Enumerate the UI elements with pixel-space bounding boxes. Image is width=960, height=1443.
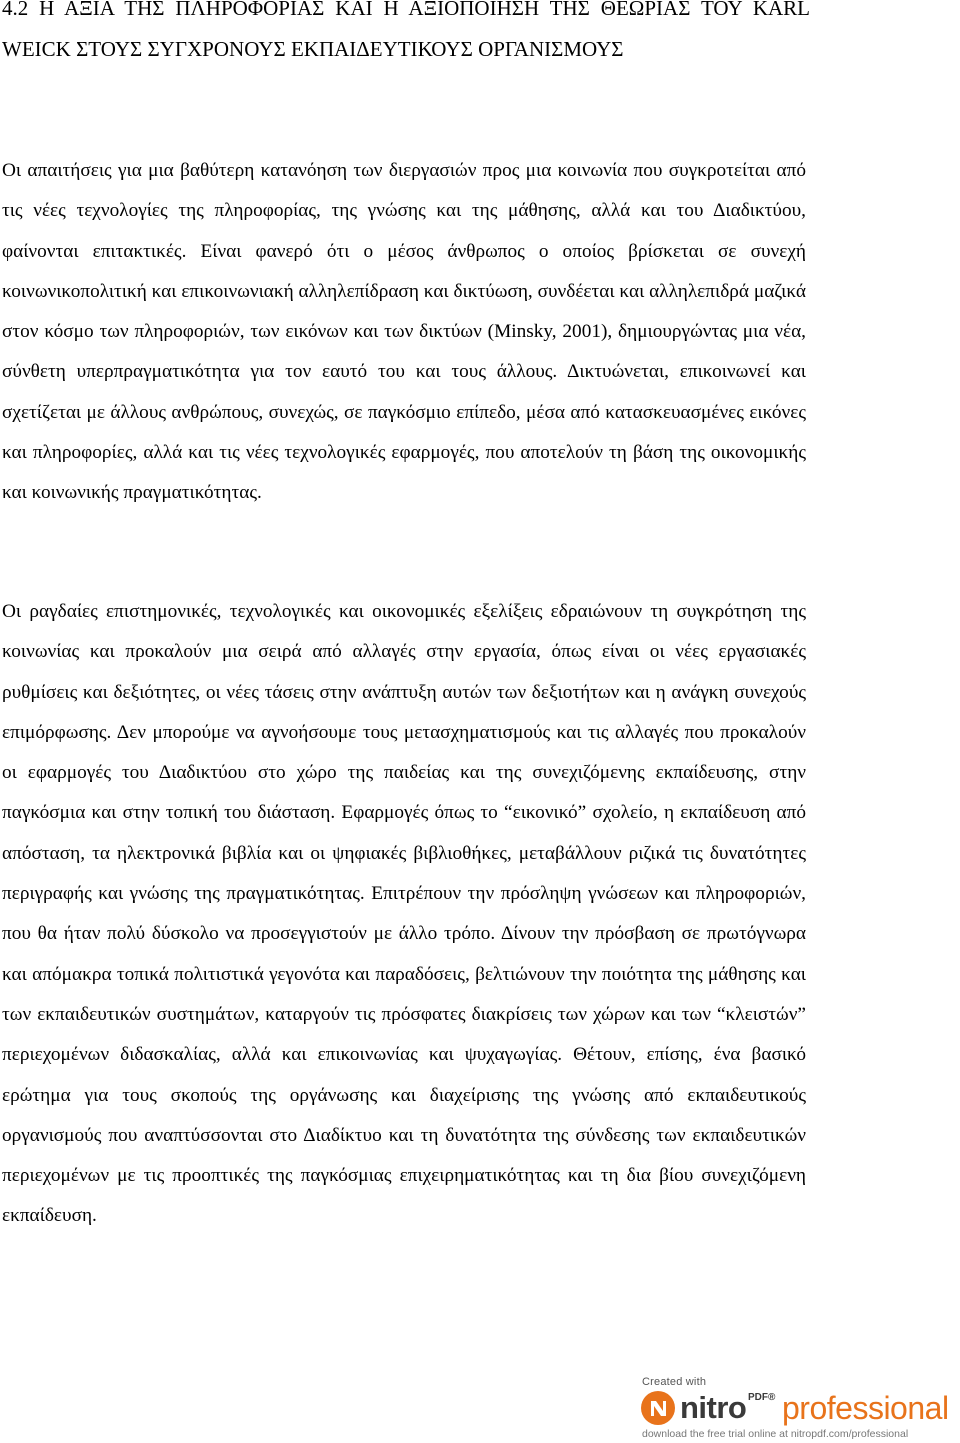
nitro-pdf-watermark xyxy=(640,1376,958,1442)
watermark-created-with: Created with xyxy=(642,1376,707,1388)
paragraph-1: Οι απαιτήσεις για μια βαθύτερη κατανόηση των διεργασιών προς μια κοινωνία που συγκροτείται από τις νέες τεχνολογίες της πληροφορίας, της γνώσης και της μάθησης, αλλά και του Διαδικτύου, φαίνονται επιτακτικές. Είναι φανερό ότι ο μέσος άνθρωπος ο οποίος βρίσκεται σε συνεχή κοινωνικοπολιτική και επικοινωνιακή αλληλεπίδραση και δικτύωση, συνδέεται και αλληλεπιδρά μαζικά στον κόσμο των πληροφοριών, των εικόνων και των δικτύων (Minsky, 2001), δημιουργώντας μια νέα, σύνθετη υπερπραγματικότητα για τον εαυτό του και τους άλλους. Δικτυώνεται, επικοινωνεί και σχετίζεται με άλλους ανθρώπους, συνεχώς, σε παγκόσμιο επίπεδο, μέσα από κατασκευασμένες εικόνες και πληροφορίες, αλλά και τις νέες τεχνολογικές εφαρμογές, που αποτελούν τη βάση της οικονομικής και κοινωνικής πραγματικότητας. xyxy=(2,160,806,504)
watermark-download-text: download the free trial online at nitropdf.com/professional xyxy=(642,1428,909,1440)
section-heading: 4.2 Η ΑΞΙΑ ΤΗΣ ΠΛΗΡΟΦΟΡΙΑΣ ΚΑΙ Η ΑΞΙΟΠΟΙΗΣΗ ΤΗΣ ΘΕΩΡΙΑΣ ΤΟΥ KARL WEICK ΣΤΟΥΣ ΣΥΓΧΡΟΝΟΥΣ ΕΚΠΑΙΔΕΥΤΙΚΟΥΣ ΟΡΓΑΝΙΣΜΟΥΣ xyxy=(2,0,810,61)
watermark-brand-nitro: nitro xyxy=(680,1390,747,1425)
watermark-brand-pdf: PDF® xyxy=(748,1392,776,1403)
nitro-logo-icon xyxy=(640,1390,676,1426)
paragraph-2: Οι ραγδαίες επιστημονικές, τεχνολογικές και οικονομικές εξελίξεις εδραιώνουν τη συγκρότηση της κοινωνίας και προκαλούν μια σειρά από αλλαγές στην εργασία, όπως είναι οι νέες εργασιακές ρυθμίσεις και δεξιότητες, οι νέες τάσεις στην ανάπτυξη αυτών των δεξιοτήτων και η ανάγκη συνεχούς επιμόρφωσης. Δεν μπορούμε να αγνοήσουμε τους μετασχηματισμούς και τις αλλαγές που προκαλούν οι εφαρμογές του Διαδικτύου στο χώρο της παιδείας και της συνεχιζόμενης εκπαίδευσης, στην παγκόσμια και στην τοπική του διάσταση. Εφαρμογές όπως το “εικονικό” σχολείο, η εκπαίδευση από απόσταση, τα ηλεκτρονικά βιβλία και οι ψηφιακές βιβλιοθήκες, μεταβάλλουν ριζικά τις δυνατότητες περιγραφής και γνώσης της πραγματικότητας. Επιτρέπουν την πρόσληψη γνώσεων και πληροφοριών, που θα ήταν πολύ δύσκολο να προσεγγιστούν με άλλο τρόπο. Δίνουν την πρόσβαση σε πρωτόγνωρα και απόμακρα τοπικά πολιτιστικά γεγονότα και παραδόσεις, βελτιώνουν την ποιότητα της μάθησης και των εκπαιδευτικών συστημάτων, καταργούν τις πρόσφατες διακρίσεις των χώρων και των “κλειστών” περιεχομένων διδασκαλίας, αλλά και επικοινωνίας και ψυχαγωγίας. Θέτουν, επίσης, ένα βασικό ερώτημα για τους σκοπούς της οργάνωσης και διαχείρισης της γνώσης από εκπαιδευτικούς οργανισμούς που αναπτύσσονται στο Διαδίκτυο και τη δυνατότητα της σύνδεσης των εκπαιδευτικών περιεχομένων με τις προοπτικές της παγκόσμιας επιχειρηματικότητας και τη δια βίου συνεχιζόμενη εκπαίδευση. xyxy=(2,601,806,1227)
watermark-brand-professional: professional xyxy=(782,1390,949,1426)
nitro-logo xyxy=(640,1390,958,1426)
